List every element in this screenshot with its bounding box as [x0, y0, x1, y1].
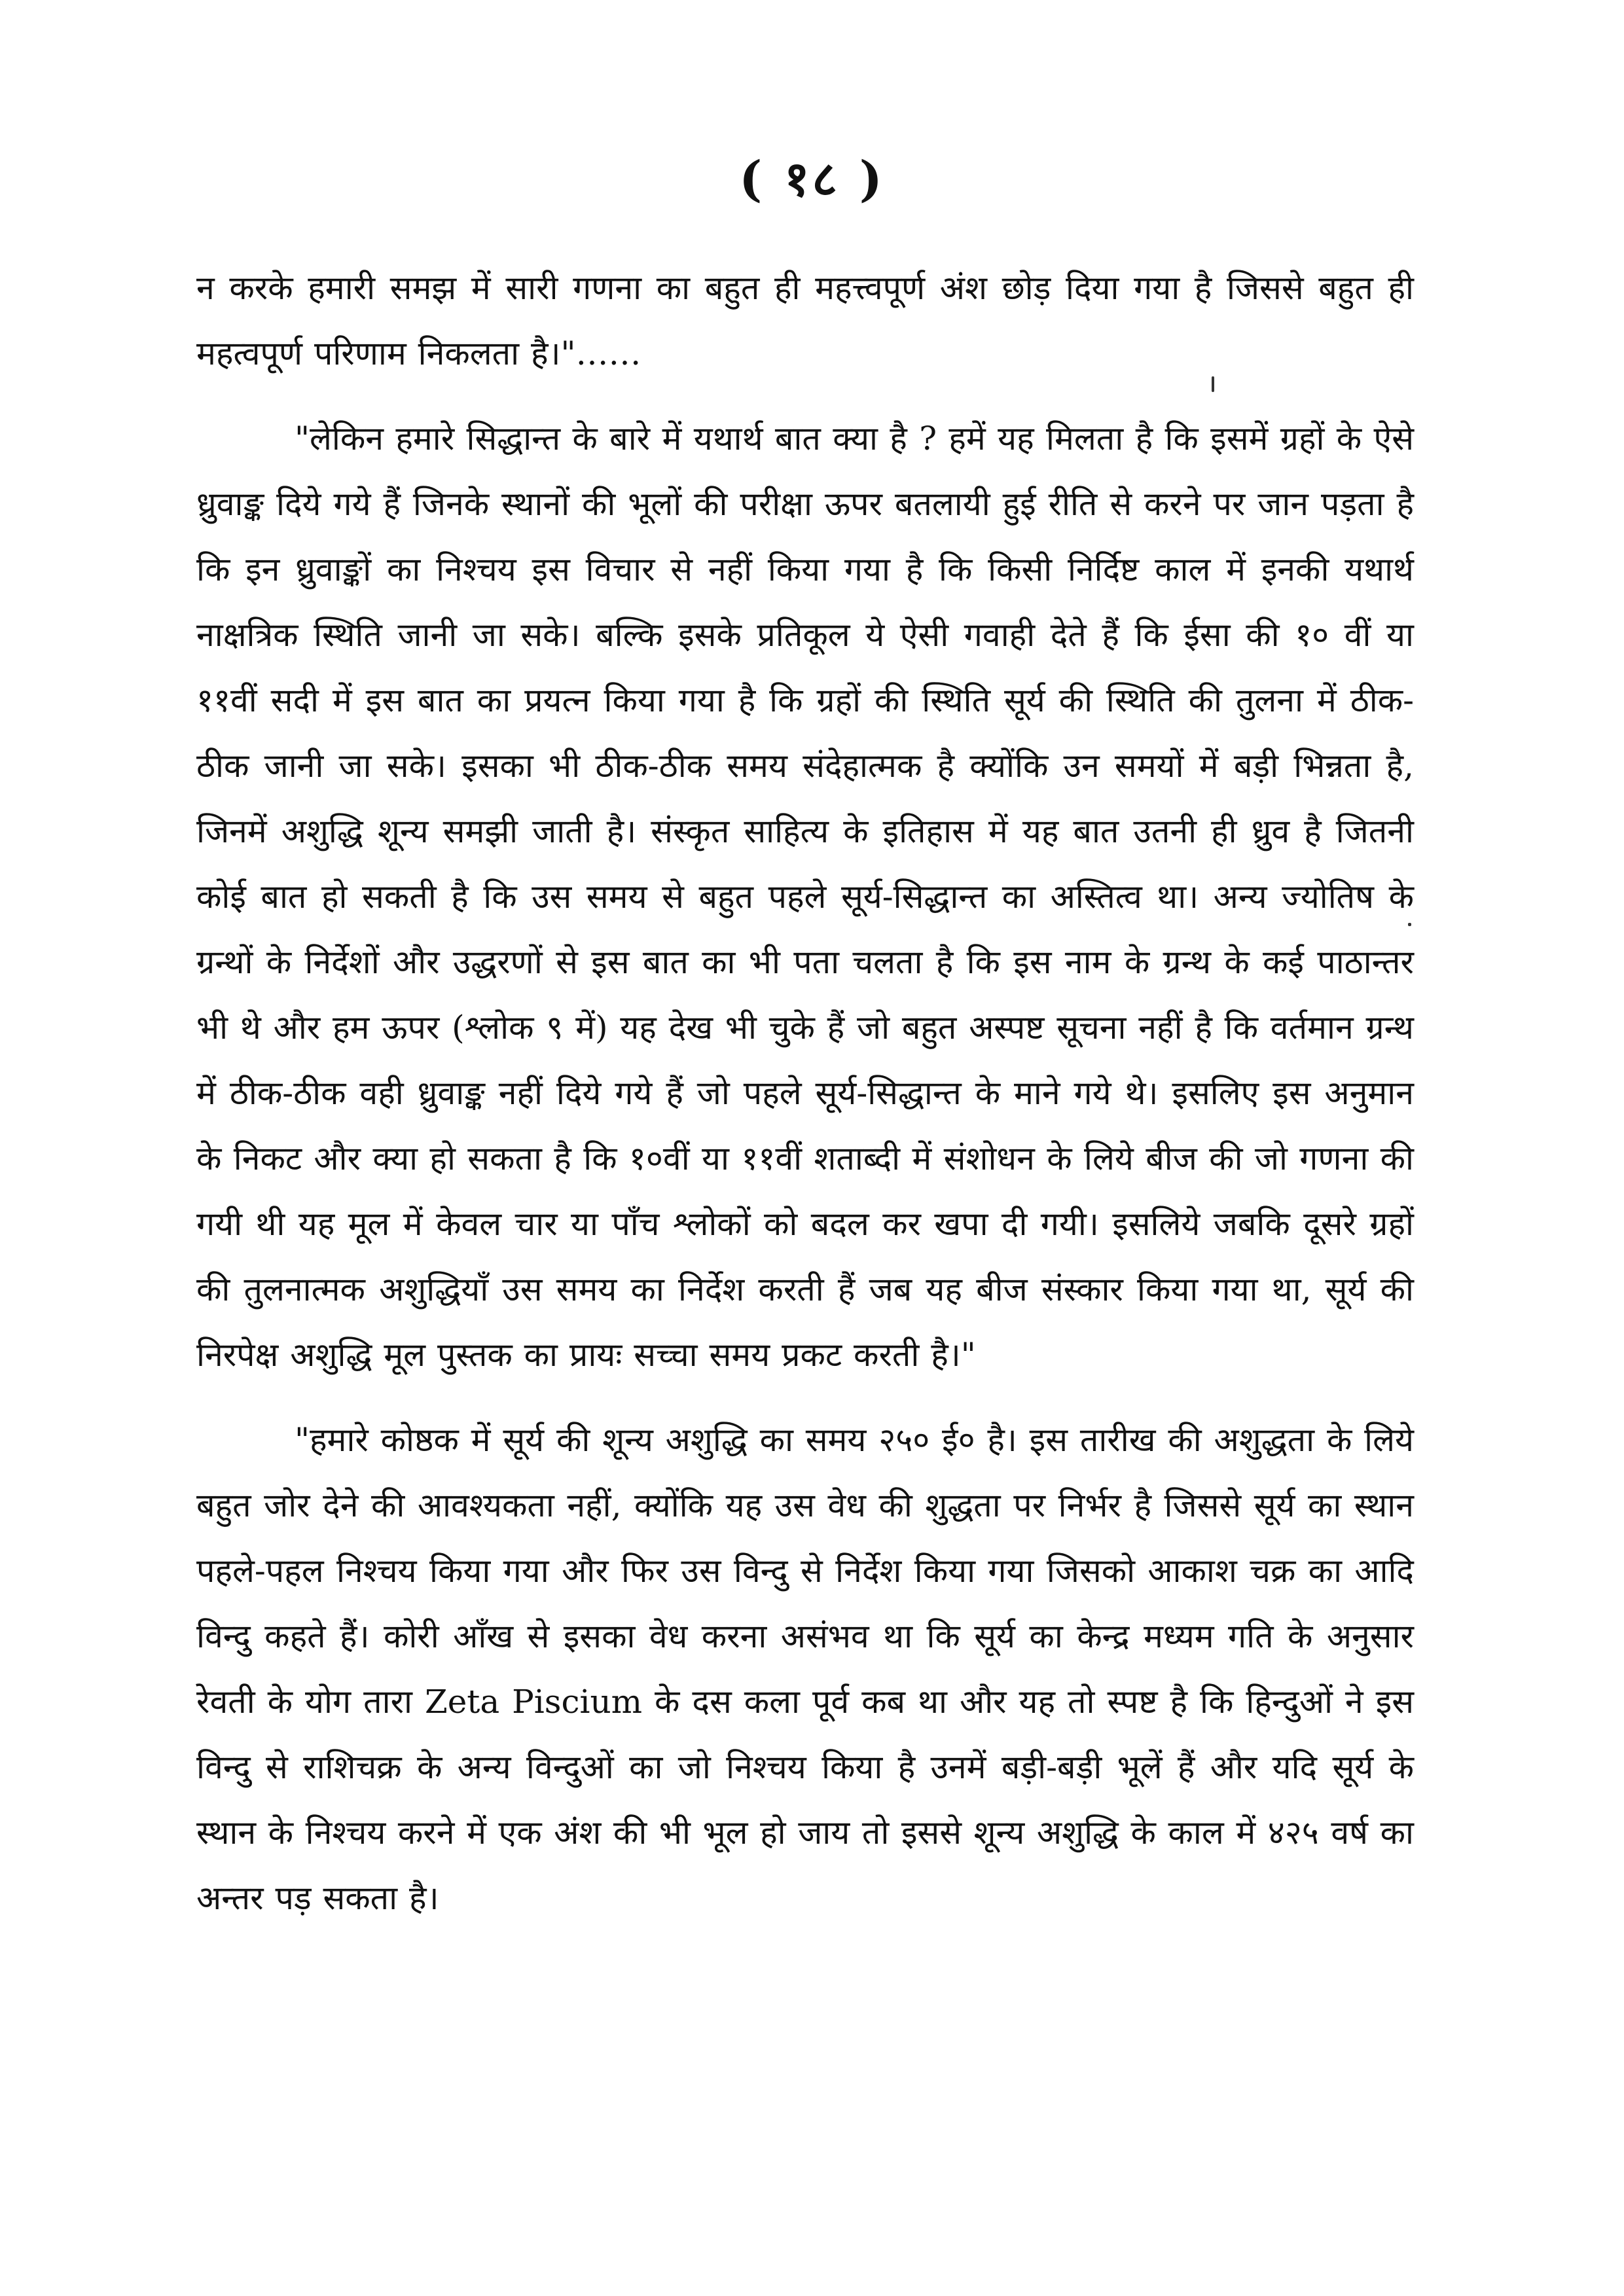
paragraph-quote-siddhanta: "लेकिन हमारे सिद्धान्त के बारे में यथार्थ बात क्या है ? हमें यह मिलता है कि इसमें ग्रहों के ऐसे ध्रुवाङ्क दिये गये हैं जिनके स्थानों की भूलों की परीक्षा ऊपर बतलायी हुई रीति से करने पर जान पड़ता है कि इन ध्रुवाङ्कों का निश्चय इस विचार से नहीं किया गया है कि किसी निर्दिष्ट काल में इनकी यथार्थ नाक्षत्रिक स्थिति जानी जा सके। बल्कि इसके प्रतिकूल ये ऐसी गवाही देते हैं कि ईसा की १० वीं या ११वीं सदी में इस बात का प्रयत्न किया गया है कि ग्रहों की स्थिति सूर्य की स्थिति की तुलना में ठीक-ठीक जानी जा सके। इसका भी ठीक-ठीक समय संदेहात्मक है क्योंकि उन समयों में बड़ी भिन्नता है, जिनमें अशुद्धि शून्य समझी जाती है। संस्कृत साहित्य के इतिहास में यह बात उतनी ही ध्रुव है जितनी कोई बात हो सकती है कि उस समय से बहुत पहले सूर्य-सिद्धान्त का अस्तित्व था। अन्य ज्योतिष के ग्रन्थों के निर्देशों और उद्धरणों से इस बात का भी पता चलता है कि इस नाम के ग्रन्थ के कई पाठान्तर भी थे और हम ऊपर (श्लोक ९ में) यह देख भी चुके हैं जो बहुत अस्पष्ट सूचना नहीं है कि वर्तमान ग्रन्थ में ठीक-ठीक वही ध्रुवाङ्क नहीं दिये गये हैं जो पहले सूर्य-सिद्धान्त के माने गये थे। इसलिए इस अनुमान के निकट और क्या हो सकता है कि १०वीं या ११वीं शताब्दी में संशोधन के लिये बीज की जो गणना की गयी थी यह मूल में केवल चार या पाँच श्लोकों को बदल कर खपा दी गयी। इसलिये जबकि दूसरे ग्रहों की तुलनात्मक अशुद्धियाँ उस समय का निर्देश करती हैं जब यह बीज संस्कार किया गया था, सूर्य की निरपेक्ष अशुद्धि मूल पुस्तक का प्रायः सच्चा समय प्रकट करती है।": [196, 420, 1414, 1374]
paragraph-quote-table: "हमारे कोष्ठक में सूर्य की शून्य अशुद्धि का समय २५० ई० है। इस तारीख की अशुद्धता के लिये बहुत जोर देने की आवश्यकता नहीं, क्योंकि यह उस वेध की शुद्धता पर निर्भर है जिससे सूर्य का स्थान पहले-पहल निश्चय किया गया और फिर उस विन्दु से निर्देश किया गया जिसको आकाश चक्र का आदि विन्दु कहते हैं। कोरी आँख से इसका वेध करना असंभव था कि सूर्य का केन्द्र मध्यम गति के अनुसार रेवती के योग तारा Zeta Piscium के दस कला पूर्व कब था और यह तो स्पष्ट है कि हिन्दुओं ने इस विन्दु से राशिचक्र के अन्य विन्दुओं का जो निश्चय किया है उनमें बड़ी-बड़ी भूलें हैं और यदि सूर्य के स्थान के निश्चय करने में एक अंश की भी भूल हो जाय तो इससे शून्य अशुद्धि के काल में ४२५ वर्ष का अन्तर पड़ सकता है।: [196, 1421, 1414, 1917]
page-body: [196, 255, 1414, 1931]
page-number: ( १८ ): [739, 151, 885, 207]
paragraph-continuation: न करके हमारी समझ में सारी गणना का बहुत ही महत्त्वपूर्ण अंश छोड़ दिया गया है जिससे बहुत ही महत्वपूर्ण परिणाम निकलता है।"……: [196, 269, 1414, 372]
